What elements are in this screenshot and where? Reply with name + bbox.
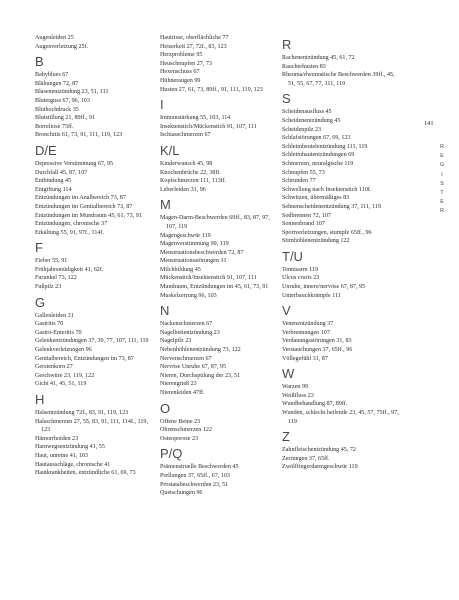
index-entry: Halsentzündung 72f., 83, 91, 119, 123 <box>35 410 129 416</box>
index-entry: Nackenschmerzen 67 <box>160 321 213 328</box>
letter-heading: M <box>160 197 171 213</box>
index-entry: Blähungen 72, 87 <box>35 80 79 87</box>
index-entry: Immunstärkung 55, 103, 114 <box>160 115 231 122</box>
index-entry: Babyblues 67 <box>35 72 69 79</box>
index-entry: Hexenschuss 67 <box>160 69 200 76</box>
index-entry: Fußpilz 23 <box>35 284 62 291</box>
index-entry: Hämorrhoiden 23 <box>35 435 79 442</box>
letter-heading: N <box>160 303 170 319</box>
index-entry: Gerstenkorn 27 <box>35 364 73 371</box>
index-entry: Knochenbrüche 22, 38ff. <box>160 169 221 176</box>
index-entry: Furunkel 73, 122 <box>35 275 77 282</box>
index-entry: Verbrennungen 107 <box>282 329 330 336</box>
index-entry: Stirnhöhlenentzündung 122 <box>282 238 350 245</box>
index-entry: Prellungen 37, 65ff., 67, 103 <box>160 472 230 479</box>
index-entry: Halsschmerzen 27, 55, 83, 91, 111, 114f., 119, 123 <box>35 418 148 434</box>
letter-heading: V <box>282 303 291 319</box>
index-entry: Völlegefühl 31, 87 <box>282 355 328 362</box>
index-entry: Depressive Verstimmung 67, 95 <box>35 160 114 167</box>
index-entry: Gelenkentzündungen 37, 39, 77, 107, 111, 119 <box>35 338 149 345</box>
index-entry: Hautausschläge, chronische 41 <box>35 461 111 468</box>
index-entry: Entzündungen im Analbereich 73, 87 <box>35 195 126 202</box>
index-entry: Gelenkverletzungen 96 <box>35 347 92 354</box>
index-column-2 <box>160 34 278 498</box>
index-entry: Ulcus cruris 23 <box>282 275 320 282</box>
index-entry: Haut, unreine 41, 103 <box>35 452 88 459</box>
index-entry: Bluterguss 67, 96, 103 <box>35 97 90 104</box>
index-entry: Offene Beine 23 <box>160 418 201 425</box>
letter-heading: H <box>35 392 45 407</box>
letter-heading: B <box>35 54 44 70</box>
index-column-1 <box>35 34 153 478</box>
index-entry: Magen-Darm-Beschwerden 69ff., 83, 87, 97, 107, 119 <box>160 215 270 230</box>
index-entry: Nagelbettentzündung 23 <box>160 329 220 336</box>
index-entry: Muskelzerrung 96, 103 <box>160 292 217 299</box>
letter-heading: Z <box>282 429 290 445</box>
index-entry: Bronchitis 61, 73, 91, 111, 119, 123 <box>35 132 123 139</box>
index-entry: Warzen 99 <box>282 384 309 391</box>
index-entry: Schwitzen, übermäßiges 83 <box>282 195 350 202</box>
index-entry: Genitalbereich, Entzündungen im 73, 87 <box>35 355 134 362</box>
index-entry: Kinderwunsch 45, 98 <box>160 160 213 167</box>
index-entry: Sportverletzungen, stumpfe 65ff., 96 <box>282 229 372 236</box>
index-entry: Prämenstruelle Beschwerden 45 <box>160 464 239 471</box>
index-entry: Borreliose 75ff. <box>35 123 74 130</box>
letter-heading: P/Q <box>160 446 183 462</box>
index-entry: Weißfluss 23 <box>282 392 314 399</box>
index-entry: Kopfschmerzen 111, 113ff. <box>160 178 227 185</box>
index-entry: Schleimbeutelentzündung 111, 119 <box>282 143 368 150</box>
section-side-label <box>438 143 446 217</box>
letter-heading: W <box>282 366 295 382</box>
index-entry: Scheidenausfluss 45 <box>282 109 332 116</box>
index-entry: Nierengrieß 23 <box>160 381 197 388</box>
index-entry: Rachenentzündung 45, 61, 72 <box>282 55 355 61</box>
index-entry: Tennisarm 119 <box>282 266 319 273</box>
index-entry: Wunden, schlecht heilende 23, 45, 57, 75ff., 97, 119 <box>282 410 399 425</box>
letter-heading: T/U <box>282 248 303 264</box>
index-entry: Magengeschwür 119 <box>160 232 211 239</box>
index-entry: Schmerzen, neuralgische 119 <box>282 160 354 167</box>
index-entry: Verdauungsstörungen 31, 83 <box>282 338 352 345</box>
index-entry: Nierenleiden 47ff. <box>160 390 205 396</box>
index-entry: Schwellung nach Insektenstich 110f. <box>282 186 372 193</box>
index-entry: Hühneraugen 99 <box>160 77 201 84</box>
index-entry: Schleimhautentzündungen 69 <box>282 152 355 159</box>
index-entry: Entzündungen im Mundraum 45, 61, 73, 91 <box>35 212 142 219</box>
index-entry: Schlafstörungen 67, 69, 123 <box>282 135 351 142</box>
index-entry: Rheuma/rheumatische Beschwerden 39ff., 45, 51, 55, 67, 77, 111, 119 <box>282 72 395 87</box>
index-entry: Harnwegsentzündung 41, 55 <box>35 444 105 451</box>
index-entry: Frühjahrsmüdigkeit 41, 62f. <box>35 266 104 273</box>
index-entry: Gastritis 70 <box>35 321 64 328</box>
index-entry: Menstruationsbeschwerden 72, 87 <box>160 249 244 256</box>
index-entry: Prostatabeschwerden 23, 51 <box>160 481 229 488</box>
index-entry: Ischiasschmerzen 67 <box>160 132 211 139</box>
letter-heading: O <box>160 400 171 416</box>
index-entry: Durchfall 45, 87, 107 <box>35 169 88 176</box>
letter-heading: I <box>160 97 164 113</box>
index-entry: Heiserkeit 27, 72f., 83, 123 <box>160 43 227 50</box>
index-entry: Mückenstich/Insektenstich 91, 107, 111 <box>160 275 257 282</box>
index-entry: Leberleiden 31, 96 <box>160 186 206 193</box>
index-entry: Nervöse Unruhe 67, 87, 95 <box>160 364 227 371</box>
index-entry: Erkältung 55, 91, 97f., 114f. <box>35 229 104 236</box>
side-label-text: R E G I S T E R <box>439 144 445 215</box>
index-entry: Wundbehandlung 87, 89ff. <box>282 401 348 408</box>
index-entry: Nebenhöhlenentzündung 73, 122 <box>160 347 241 354</box>
index-entry: Zahnfleischentzündung 45, 72 <box>282 447 356 454</box>
index-entry: Hautkrankheiten, entzündliche 61, 69, 73 <box>35 470 136 477</box>
index-entry: Nervenschmerzen 67 <box>160 355 212 362</box>
index-column-3 <box>282 34 400 472</box>
index-entry: Sehnenscheidenentzündung 37, 111, 119 <box>282 203 382 210</box>
index-entry: Fieber 55, 91 <box>35 258 68 265</box>
index-entry: Nieren, Durchspülung der 23, 51 <box>160 372 241 379</box>
letter-heading: F <box>35 240 43 256</box>
index-entry: Scheidenpilz 23 <box>282 126 322 133</box>
index-entry: Venenentzündung 37 <box>282 321 334 328</box>
index-entry: Blutstillung 21, 89ff., 91 <box>35 115 96 122</box>
index-entry: Insektenstich/Mückenstich 91, 107, 111 <box>160 123 257 130</box>
letter-heading: G <box>35 294 46 310</box>
index-entry: Sodbrennen 72, 107 <box>282 212 331 219</box>
letter-heading: S <box>282 91 291 107</box>
index-entry: Schnupfen 55, 73 <box>282 169 325 176</box>
index-entry: Entzündungen, chronische 37 <box>35 221 108 228</box>
page-number: 141 <box>424 120 434 127</box>
index-entry: Gicht 41, 45, 51, 119 <box>35 381 87 388</box>
index-entry: Schrunden 77 <box>282 178 316 185</box>
index-entry: Milchbildung 45 <box>160 266 201 273</box>
index-entry: Sonnenbrand 107 <box>282 221 325 228</box>
index-entry: Entgiftung 114 <box>35 186 72 193</box>
index-entry: Zwölffingerdarmgeschwür 119 <box>282 464 358 471</box>
letter-heading: R <box>282 37 292 52</box>
index-entry: Unruhe, innere/nervöse 67, 87, 95 <box>282 284 366 291</box>
index-entry: Unterbauchkrämpfe 111 <box>282 292 341 299</box>
index-entry: Heuschnupfen 27, 73 <box>160 60 212 67</box>
index-entry: Gallenleiden 31 <box>35 312 74 319</box>
index-entry: Scheidenentzündung 45 <box>282 117 341 124</box>
index-entry: Augenleiden 25 <box>35 35 74 41</box>
index-entry: Bluthochdruck 35 <box>35 106 79 113</box>
letter-heading: D/E <box>35 142 57 158</box>
index-entry: Osteoporose 23 <box>160 435 199 442</box>
index-entry: Quetschungen 96 <box>160 490 203 497</box>
index-entry: Raucherhusten 83 <box>282 63 326 70</box>
index-entry: Magenverstimmung 99, 119 <box>160 241 229 248</box>
index-entry: Ohrenschmerzen 122 <box>160 427 212 434</box>
index-entry: Blasenentzündung 23, 51, 111 <box>35 89 109 96</box>
index-entry: Hautrisse, oberflächliche 77 <box>160 35 229 41</box>
index-entry: Verstauchungen 37, 65ff., 96 <box>282 347 353 354</box>
index-entry: Entbindung 45 <box>35 178 72 185</box>
index-entry: Zerrungen 37, 65ff. <box>282 455 330 462</box>
index-entry: Geschwüre 23, 119, 122 <box>35 372 95 379</box>
index-entry: Entzündungen im Genitalbereich 73, 87 <box>35 203 133 210</box>
index-entry: Augenverletzung 25f. <box>35 43 89 50</box>
index-entry: Menstruationsstörungen 31 <box>160 258 227 265</box>
index-entry: Husten 27, 61, 73, 89ff., 91, 111, 119, 123 <box>160 86 263 93</box>
index-entry: Gastro-Enteritis 70 <box>35 329 82 336</box>
letter-heading: K/L <box>160 142 180 158</box>
index-entry: Mundraum, Entzündungen im 45, 61, 73, 91 <box>160 284 269 291</box>
index-entry: Nagelpilz 23 <box>160 338 192 345</box>
index-entry: Herzprobleme 95 <box>160 52 203 59</box>
